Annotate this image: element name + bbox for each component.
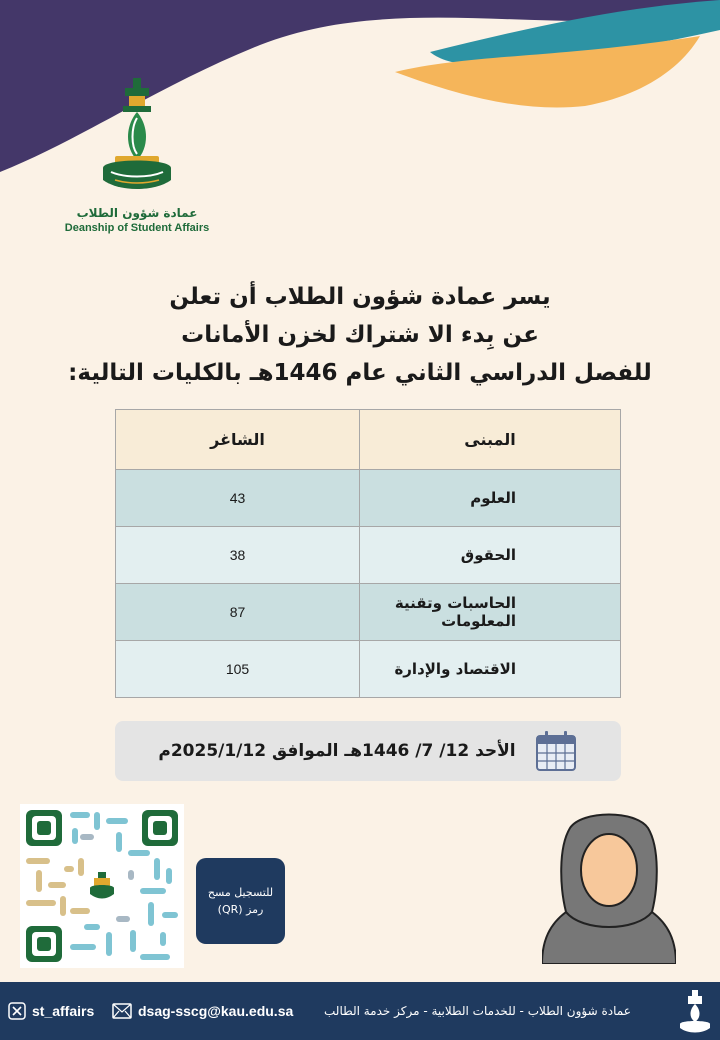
date-text: الأحد 12/ 7/ 1446هـ الموافق 2025/1/12م [158,741,516,761]
vacant-cell: 105 [116,641,360,698]
announcement-line-1: يسر عمادة شؤون الطلاب أن تعلن [169,284,551,310]
announcement-line-2: عن بِدء الا شتراك لخزن الأمانات [181,322,539,348]
logo-name-en: Deanship of Student Affairs [64,222,210,234]
footer-org: عمادة شؤون الطلاب - للخدمات الطلابية - مركز خدمة الطالب [324,1004,631,1018]
scan-line-1: للتسجيل مسح [207,886,274,899]
social-handle: st_affairs [32,1003,95,1019]
scan-line-2: رمز (QR) [217,903,264,916]
table-header-row [116,410,621,470]
table-row [116,470,621,527]
mail-icon [112,1003,132,1019]
university-emblem-icon [95,76,179,202]
table-row [116,584,621,641]
header-building: المبنى [360,410,621,470]
footer-social[interactable] [8,982,94,1040]
deanship-logo [62,76,212,234]
qr-code-icon[interactable] [20,804,184,968]
building-cell: العلوم [360,470,621,527]
x-twitter-icon [8,1002,26,1020]
university-emblem-icon [676,988,714,1034]
scan-qr-button[interactable] [196,858,285,944]
vacancies-table [115,409,621,698]
footer [0,982,720,1040]
email-address: dsag-sscg@kau.edu.sa [138,1003,294,1019]
hijab-woman-icon [542,808,676,964]
announcement-heading [60,278,660,392]
logo-name-ar: عمادة شؤون الطلاب [76,206,198,220]
vacant-cell: 43 [116,470,360,527]
building-cell: الحقوق [360,527,621,584]
table-row [116,641,621,698]
building-cell: الاقتصاد والإدارة [360,641,621,698]
vacant-cell: 87 [116,584,360,641]
date-box [115,721,621,781]
building-cell: الحاسبات وتقنية المعلومات [360,584,621,641]
vacant-cell: 38 [116,527,360,584]
table-row [116,527,621,584]
header-vacant: الشاغر [116,410,360,470]
calendar-icon [534,729,578,773]
announcement-line-3: للفصل الدراسي الثاني عام 1446هـ بالكليات التالية: [68,360,652,386]
footer-email[interactable] [112,982,293,1040]
